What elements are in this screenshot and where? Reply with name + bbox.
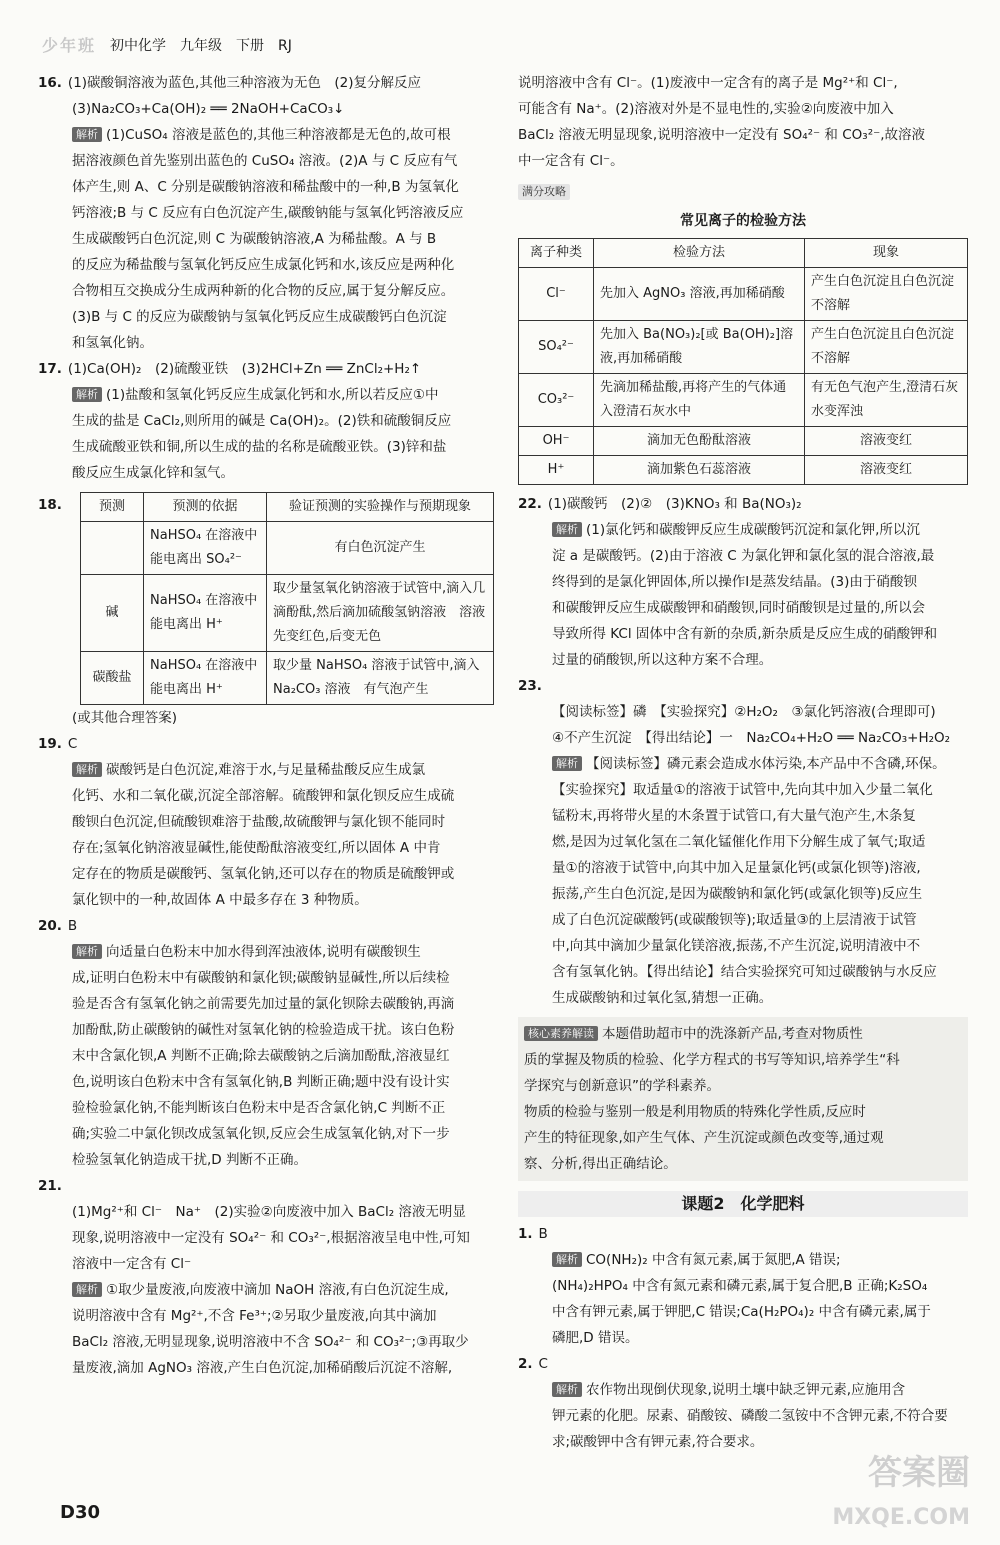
text-line: 钙溶液;B 与 C 反应有白色沉淀产生,碳酸钠能与氢氧化钙溶液反应: [72, 205, 464, 221]
text-line: 中,向其中滴加少量氯化镁溶液,振荡,不产生沉淀,说明清液中不: [552, 938, 921, 954]
text-line: 解析 (1)氯化钙和碳酸钾反应生成碳酸钙沉淀和氯化钾,所以沉: [552, 517, 968, 543]
text-line: 燃,是因为过氧化氢在二氧化锰催化作用下分解生成了氧气;取适: [552, 834, 926, 850]
question-number: 17.: [38, 361, 62, 377]
series-logo: 少年班: [42, 36, 97, 55]
explanation: [38, 939, 496, 1173]
lesson-question-1: [518, 1221, 968, 1351]
table-row: [519, 427, 968, 456]
text-line: 和氢氧化钠。: [72, 335, 153, 351]
table-cell: 溶液变红: [805, 427, 968, 456]
prediction-table: [80, 492, 494, 705]
text-line: 合物相互交换成分生成两种新的化合物的反应,属于复分解反应。: [72, 283, 455, 299]
text-line: 可能含有 Na⁺。(2)溶液对外是不显电性的,实验②向废液中加入: [518, 101, 894, 117]
text-line: 据溶液颜色首先鉴别出蓝色的 CuSO₄ 溶液。(2)A 与 C 反应有气: [72, 153, 458, 169]
text-line: 现象,说明溶液中一定没有 SO₄²⁻ 和 CO₃²⁻,根据溶液呈电中性,可知: [72, 1230, 470, 1246]
answer-text: (1)碳酸铜溶液为蓝色,其他三种溶液为无色 (2)复分解反应: [67, 75, 421, 91]
question-21: [38, 1173, 496, 1381]
text-line: 解析 向适量白色粉末中加水得到浑浊液体,说明有碳酸钡生: [72, 939, 496, 965]
text-line: 钾元素的化肥。尿素、硝酸铵、磷酸二氢铵中不含钾元素,不符合要: [552, 1408, 948, 1424]
question-number: 23.: [518, 678, 542, 694]
text-line: 核心素养解读 本题借助超市中的洗涤新产品,考查对物质性: [524, 1021, 962, 1047]
text-line: 酸反应生成氯化锌和氢气。: [72, 465, 234, 481]
lesson-title: 课题2 化学肥料: [518, 1191, 968, 1217]
table-header: 检验方法: [594, 239, 805, 268]
explanation-tag: 解析: [72, 127, 102, 142]
text-line: 验检验氯化钠,不能判断该白色粉末中是否含氯化钠,C 判断不正: [72, 1100, 446, 1116]
explanation-tag: 解析: [72, 1282, 102, 1297]
text-line: 加酚酞,防止碳酸钠的碱性对氢氧化钠的检验造成干扰。该白色粉: [72, 1022, 455, 1038]
table-cell: 溶液变红: [805, 456, 968, 485]
lesson-question-2: [518, 1351, 968, 1455]
text-line: 导致所得 KCl 固体中含有新的杂质,新杂质是反应生成的硝酸钾和: [552, 626, 938, 642]
table-cell: 取少量氢氧化钠溶液于试管中,滴入几滴酚酞,然后滴加硫酸氢钠溶液 溶液先变红色,后变无色: [267, 575, 494, 652]
text-line: 解析 ①取少量废液,向废液中滴加 NaOH 溶液,有白色沉淀生成,: [72, 1277, 496, 1303]
table-header: 离子种类: [519, 239, 594, 268]
text-line: 学探究与创新意识”的学科素养。: [524, 1078, 720, 1094]
text-line: 生成碳酸钙白色沉淀,则 C 为碳酸钠溶液,A 为稀盐酸。A 与 B: [72, 231, 437, 247]
text-line: 和碳酸钾反应生成碳酸钾和硝酸钡,同时硝酸钡是过量的,所以会: [552, 600, 926, 616]
table-cell: 先滴加稀盐酸,再将产生的气体通入澄清石灰水中: [594, 374, 805, 427]
text-line: 生成的盐是 CaCl₂,则所用的碱是 Ca(OH)₂。(2)铁和硫酸铜反应: [72, 413, 452, 429]
explanation-tag: 解析: [552, 1382, 582, 1397]
text-line: 【实验探究】取适量①的溶液于试管中,先向其中加入少量二氧化: [552, 782, 933, 798]
text-line: 中一定含有 Cl⁻。: [518, 153, 624, 169]
table-row: [519, 374, 968, 427]
text-line: 氯化钡中的一种,故固体 A 中最多存在 3 种物质。: [72, 892, 368, 908]
answer-text: B: [67, 918, 78, 934]
text-line: ④不产生沉淀 【得出结论】一 Na₂CO₄+H₂O ══ Na₂CO₃+H₂O₂: [552, 730, 951, 746]
table-cell: 有白色沉淀产生: [267, 522, 494, 575]
answer-text: C: [67, 736, 78, 752]
text-line: 振荡,产生白色沉淀,是因为碳酸钠和氯化钙(或氯化钡等)反应生: [552, 886, 923, 902]
tip-title: 常见离子的检验方法: [680, 213, 806, 229]
table-header: 现象: [805, 239, 968, 268]
table-cell: OH⁻: [519, 427, 594, 456]
watermark-url: MXQE.COM: [832, 1505, 970, 1530]
volume-label: 下册: [236, 38, 265, 54]
table-cell: NaHSO₄ 在溶液中能电离出 H⁺: [144, 652, 267, 705]
question-17: [38, 356, 496, 486]
table-cell: 碱: [81, 575, 144, 652]
text-line: 酸钡白色沉淀,但硫酸钡难溶于盐酸,故硫酸钾与氯化钡不能同时: [72, 814, 446, 830]
answer-lines: [38, 1199, 496, 1277]
question-number: 16.: [38, 75, 62, 91]
table-header: 预测: [81, 493, 144, 522]
answer-text: B: [538, 1226, 548, 1242]
text-line: 存在;氢氧化钠溶液显碱性,能使酚酞溶液变红,所以固体 A 中肯: [72, 840, 441, 856]
answer-text: C: [538, 1356, 548, 1372]
tip-box: [518, 178, 968, 485]
table-cell: [81, 522, 144, 575]
explanation: [518, 1377, 968, 1455]
question-number: 21.: [38, 1178, 62, 1194]
table-cell: 先加入 AgNO₃ 溶液,再加稀硝酸: [594, 268, 805, 321]
text-line: 解析 碳酸钙是白色沉淀,难溶于水,与足量稀盐酸反应生成氯: [72, 757, 496, 783]
explanation-tag: 核心素养解读: [524, 1026, 598, 1041]
text-line: 量废液,滴加 AgNO₃ 溶液,产生白色沉淀,加稀硝酸后沉淀不溶解,: [72, 1360, 453, 1376]
edition-label: RJ: [278, 38, 292, 54]
explanation: [518, 517, 968, 673]
explanation-tag: 解析: [552, 756, 582, 771]
table-cell: 先加入 Ba(NO₃)₂[或 Ba(OH)₂]溶液,再加稀硝酸: [594, 321, 805, 374]
text-line: 量①的溶液于试管中,向其中加入足量氯化钙(或氯化钡等)溶液,: [552, 860, 921, 876]
core-text: [524, 1021, 962, 1177]
text-line: 验是否含有氢氧化钠之前需要先加过量的氯化钡除去碳酸钠,再滴: [72, 996, 455, 1012]
question-number: 22.: [518, 496, 542, 512]
question-19: [38, 731, 496, 913]
table-header: 验证预测的实验操作与预期现象: [267, 493, 494, 522]
text-line: 求;碳酸钾中含有钾元素,符合要求。: [552, 1434, 764, 1450]
question-23: [518, 673, 968, 1011]
table-cell: H⁺: [519, 456, 594, 485]
text-line: 色,说明该白色粉末中含有氢氧化钠,B 判断正确;题中没有设计实: [72, 1074, 450, 1090]
text-line: 生成碳酸钠和过氧化氢,猜想一正确。: [552, 990, 773, 1006]
text-line: 终得到的是氯化钾固体,所以操作Ⅰ是蒸发结晶。(3)由于硝酸钡: [552, 574, 917, 590]
table-cell: 滴加无色酚酞溶液: [594, 427, 805, 456]
question-number: 20.: [38, 918, 62, 934]
right-column: [518, 70, 968, 1455]
question-18: [38, 492, 496, 731]
question-number: 2.: [518, 1356, 533, 1372]
text-line: 检验氢氧化钠造成干扰,D 判断不正确。: [72, 1152, 307, 1168]
explanation-tag: 解析: [552, 522, 582, 537]
question-number: 18.: [38, 497, 62, 513]
text-line: 含有氢氧化钠。【得出结论】结合实验探究可知过碳酸钠与水反应: [552, 964, 937, 980]
text-line: 解析 CO(NH₂)₂ 中含有氮元素,属于氮肥,A 错误;: [552, 1247, 968, 1273]
table-row: [81, 522, 494, 575]
table-cell: NaHSO₄ 在溶液中能电离出 SO₄²⁻: [144, 522, 267, 575]
text-line: 的反应为稀盐酸与氢氧化钙反应生成氯化钙和水,该反应是两种化: [72, 257, 455, 273]
answer-text: (3)Na₂CO₃+Ca(OH)₂ ══ 2NaOH+CaCO₃↓: [72, 101, 345, 117]
text-line: 说明溶液中含有 Cl⁻。(1)废液中一定含有的离子是 Mg²⁺和 Cl⁻,: [518, 75, 898, 91]
explanation: [38, 1277, 496, 1381]
text-line: 中含有钾元素,属于钾肥,C 错误;Ca(H₂PO₄)₂ 中含有磷元素,属于: [552, 1304, 931, 1320]
table-cell: NaHSO₄ 在溶液中能电离出 H⁺: [144, 575, 267, 652]
table-row: [519, 268, 968, 321]
text-line: 说明溶液中含有 Mg²⁺,不含 Fe³⁺;②另取少量废液,向其中滴加: [72, 1308, 437, 1324]
text-line: 化钙、水和二氧化碳,沉淀全部溶解。硫酸钾和氯化钡反应生成硫: [72, 788, 455, 804]
text-line: 物质的检验与鉴别一般是利用物质的特殊化学性质,反应时: [524, 1104, 866, 1120]
explanation: [38, 382, 496, 486]
left-column: [38, 70, 496, 1381]
table-cell: 滴加紫色石蕊溶液: [594, 456, 805, 485]
table-cell: 取少量 NaHSO₄ 溶液于试管中,滴入 Na₂CO₃ 溶液 有气泡产生: [267, 652, 494, 705]
grade-label: 九年级: [180, 38, 223, 54]
explanation-tag: 解析: [72, 387, 102, 402]
table-row: [81, 652, 494, 705]
explanation-tag: 解析: [552, 1252, 582, 1267]
tip-tag: 满分攻略: [518, 184, 570, 200]
explanation-tag: 解析: [72, 762, 102, 777]
ion-test-table: [518, 238, 968, 485]
explanation-tag: 解析: [72, 944, 102, 959]
table-row: [519, 321, 968, 374]
question-number: 1.: [518, 1226, 533, 1242]
text-line: 解析 【阅读标签】磷元素会造成水体污染,本产品中不含磷,环保。: [552, 751, 968, 777]
table-cell: 产生白色沉淀且白色沉淀不溶解: [805, 268, 968, 321]
text-line: 溶液中一定含有 Cl⁻: [72, 1256, 192, 1272]
note-text: (或其他合理答案): [72, 710, 178, 726]
table-row: [519, 456, 968, 485]
text-line: (1)Mg²⁺和 Cl⁻ Na⁺ (2)实验②向废液中加入 BaCl₂ 溶液无明显: [72, 1204, 466, 1220]
question-number: 19.: [38, 736, 62, 752]
subject-label: 初中化学: [110, 38, 167, 54]
text-line: 锰粉末,再将带火星的木条置于试管口,有大量气泡产生,木条复: [552, 808, 916, 824]
explanation: [38, 122, 496, 356]
text-line: 产生的特征现象,如产生气体、产生沉淀或颜色改变等,通过观: [524, 1130, 884, 1146]
table-row: [81, 575, 494, 652]
text-line: 解析 (1)CuSO₄ 溶液是蓝色的,其他三种溶液都是无色的,故可根: [72, 122, 496, 148]
text-line: 确;实验二中氯化钡改成氢氧化钡,反应会生成氢氧化钠,对下一步: [72, 1126, 450, 1142]
table-cell: 有无色气泡产生,澄清石灰水变浑浊: [805, 374, 968, 427]
text-line: 磷肥,D 错误。: [552, 1330, 639, 1346]
question-22: [518, 491, 968, 673]
table-cell: 碳酸盐: [81, 652, 144, 705]
text-line: BaCl₂ 溶液无明显现象,说明溶液中一定没有 SO₄²⁻ 和 CO₃²⁻,故溶液: [518, 127, 926, 143]
text-line: 成,证明白色粉末中有碳酸钠和氯化钡;碳酸钠显碱性,所以后续检: [72, 970, 450, 986]
text-line: (3)B 与 C 的反应为碳酸钠与氢氧化钙反应生成碳酸钙白色沉淀: [72, 309, 447, 325]
core-literacy-box: [518, 1017, 968, 1181]
answer-text: (1)Ca(OH)₂ (2)硫酸亚铁 (3)2HCl+Zn ══ ZnCl₂+H₂↑: [67, 361, 422, 377]
text-line: 质的掌握及物质的检验、化学方程式的书写等知识,培养学生“科: [524, 1052, 900, 1068]
text-line: (NH₄)₂HPO₄ 中含有氮元素和磷元素,属于复合肥,B 正确;K₂SO₄: [552, 1278, 928, 1294]
text-line: BaCl₂ 溶液,无明显现象,说明溶液中不含 SO₄²⁻ 和 CO₃²⁻;③再取少: [72, 1334, 469, 1350]
text-line: 解析 农作物出现倒伏现象,说明土壤中缺乏钾元素,应施用含: [552, 1377, 968, 1403]
question-16: [38, 70, 496, 356]
answer-text: (1)碳酸钙 (2)② (3)KNO₃ 和 Ba(NO₃)₂: [547, 496, 802, 512]
text-line: 过量的硝酸钡,所以这种方案不合理。: [552, 652, 773, 668]
text-line: 体产生,则 A、C 分别是碳酸钠溶液和稀盐酸中的一种,B 为氢氧化: [72, 179, 459, 195]
table-cell: SO₄²⁻: [519, 321, 594, 374]
explanation: [38, 757, 496, 913]
text-line: 解析 (1)盐酸和氢氧化钙反应生成氯化钙和水,所以若反应①中: [72, 382, 496, 408]
text-line: 末中含氯化钡,A 判断不正确;除去碳酸钠之后滴加酚酞,溶液显红: [72, 1048, 450, 1064]
text-line: 成了白色沉淀碳酸钙(或碳酸钡等);取适量③的上层清液于试管: [552, 912, 917, 928]
text-line: 【阅读标签】磷 【实验探究】②H₂O₂ ③氯化钙溶液(合理即可): [552, 704, 936, 720]
explanation: [518, 1247, 968, 1351]
table-cell: CO₃²⁻: [519, 374, 594, 427]
text-line: 生成硫酸亚铁和铜,所以生成的盐的名称是硫酸亚铁。(3)锌和盐: [72, 439, 447, 455]
q21-continuation: [518, 70, 968, 174]
answer-lines: [518, 699, 968, 751]
table-header: 预测的依据: [144, 493, 267, 522]
table-cell: 产生白色沉淀且白色沉淀不溶解: [805, 321, 968, 374]
explanation: [518, 751, 968, 1011]
page-header: [42, 34, 292, 58]
watermark-logo: 答案圈: [868, 1453, 970, 1493]
text-line: 定存在的物质是碳酸钙、氢氧化钠,还可以存在的物质是硫酸钾或: [72, 866, 455, 882]
text-line: 察、分析,得出正确结论。: [524, 1156, 677, 1172]
text-line: 淀 a 是碳酸钙。(2)由于溶液 C 为氯化钾和氯化氢的混合溶液,最: [552, 548, 935, 564]
table-cell: Cl⁻: [519, 268, 594, 321]
question-20: [38, 913, 496, 1173]
page-number: D30: [60, 1502, 100, 1523]
